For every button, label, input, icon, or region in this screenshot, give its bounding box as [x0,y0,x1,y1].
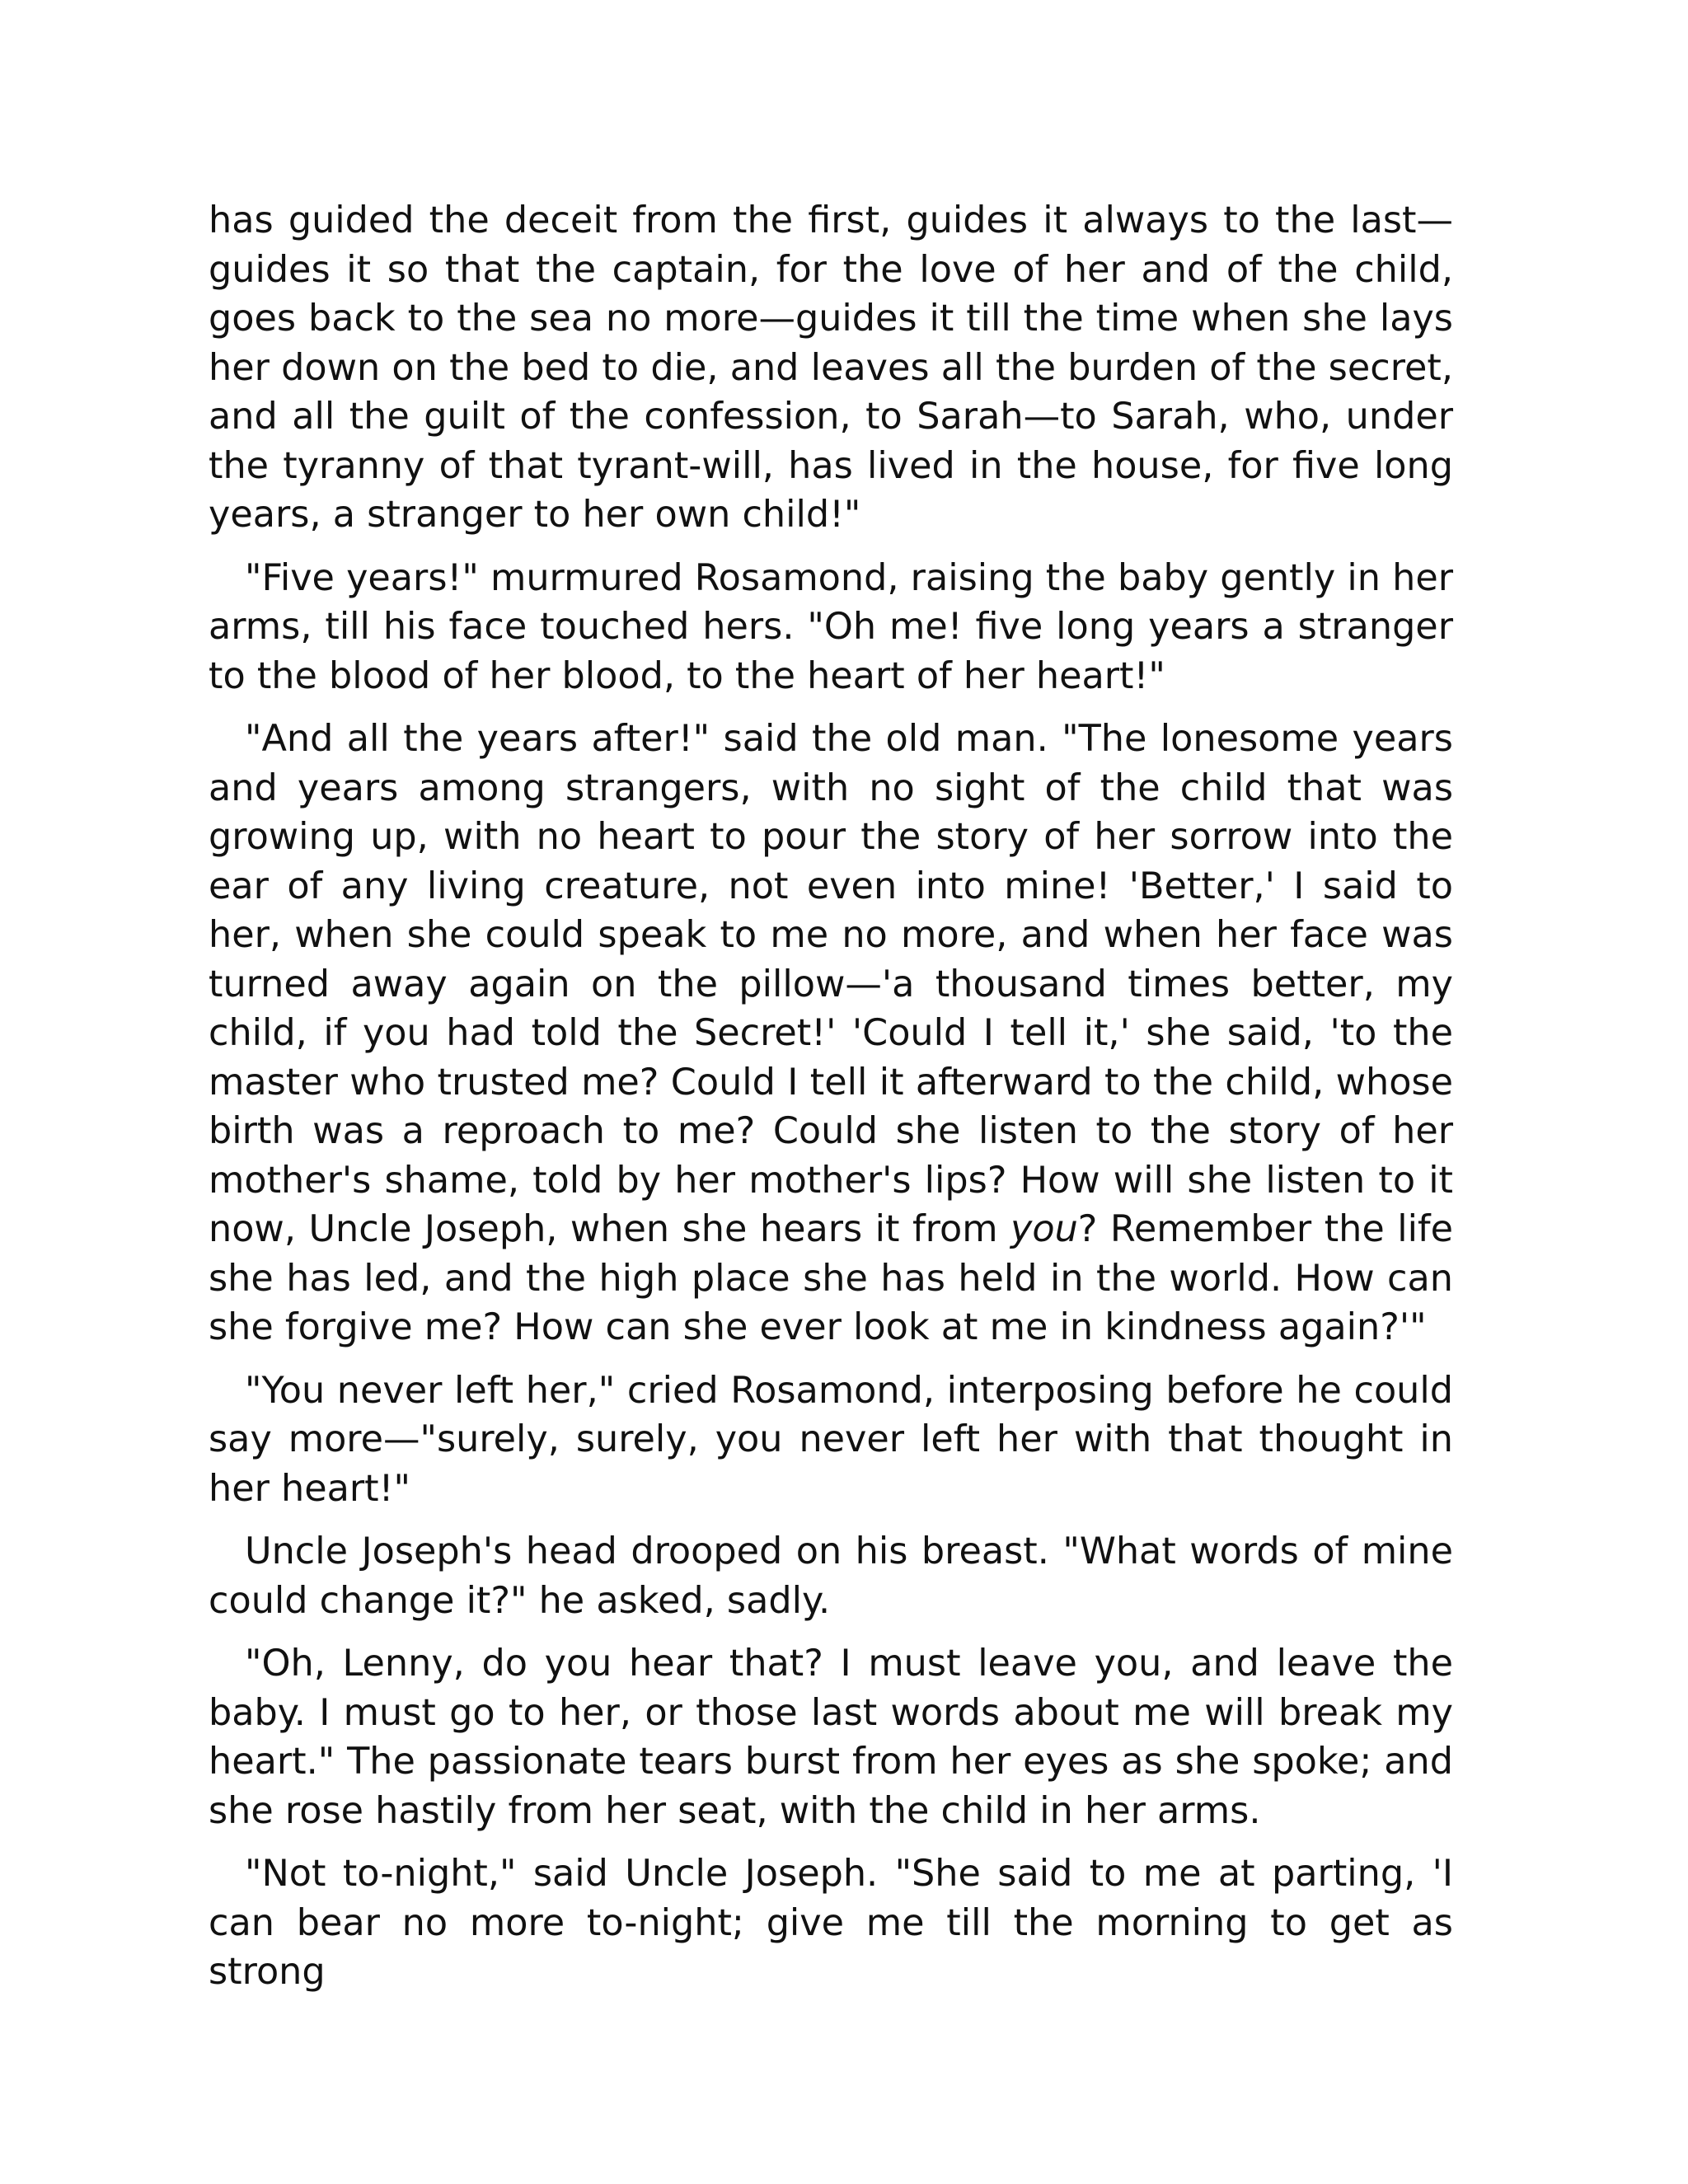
paragraph-oh-lenny: "Oh, Lenny, do you hear that? I must leave you, and leave the baby. I must go to her, or those last words about me will break my heart." The passionate tears burst from her eyes as she spoke; and she rose hastily from her seat, with the child in her arms. [209,1643,1453,1832]
book-page-text [209,196,1453,1997]
paragraph-rosamond-never-left: "You never left her," cried Rosamond, interposing before he could say more—"surely, surely, you never left her with that thought in her heart!" [209,1369,1453,1510]
paragraph-text-before-emphasis: "And all the years after!" said the old man. "The lonesome years and years among strangers, with no sight of the child that was growing up, with no heart to pour the story of her sorrow into the ear of any living creature, not even into mine! 'Better,' I said to her, when she could speak to me no more, and when her face was turned away again on the pillow—'a thousand times better, my child, if you had told the Secret!' 'Could I tell it,' she said, 'to the master who trusted me? Could I tell it afterward to the child, whose birth was a reproach to me? Could she listen to the story of her mother's shame, told by her mother's lips? How will she listen to it now, Uncle Joseph, when she hears it from [209,718,1453,1250]
paragraph-text-after-emphasis: ? Remember the life she has led, and the high place she has held in the world. How can she forgive me? How can she ever look at me in kindness again?'" [209,1208,1453,1348]
paragraph-not-tonight: "Not to-night," said Uncle Joseph. "She said to me at parting, 'I can bear no more to-night; give me till the morning to get as strong [209,1853,1453,1993]
paragraph-old-man-years-after [209,715,1453,1352]
paragraph-uncle-joseph-head: Uncle Joseph's head drooped on his breast. "What words of mine could change it?" he asked, sadly. [209,1530,1453,1622]
paragraph-continuation: has guided the deceit from the first, guides it always to the last—guides it so that the captain, for the love of her and of the child, goes back to the sea no more—guides it till the time when she lays her down on the bed to die, and leaves all the burden of the secret, and all the guilt of the confession, to Sarah—to Sarah, who, under the tyranny of that tyrant-will, has lived in the house, for five long years, a stranger to her own child!" [209,199,1453,536]
emphasized-word: you [1010,1208,1078,1250]
paragraph-rosamond-five-years: "Five years!" murmured Rosamond, raising the baby gently in her arms, till his face touched hers. "Oh me! five long years a stranger to the blood of her blood, to the heart of her heart!" [209,556,1453,697]
